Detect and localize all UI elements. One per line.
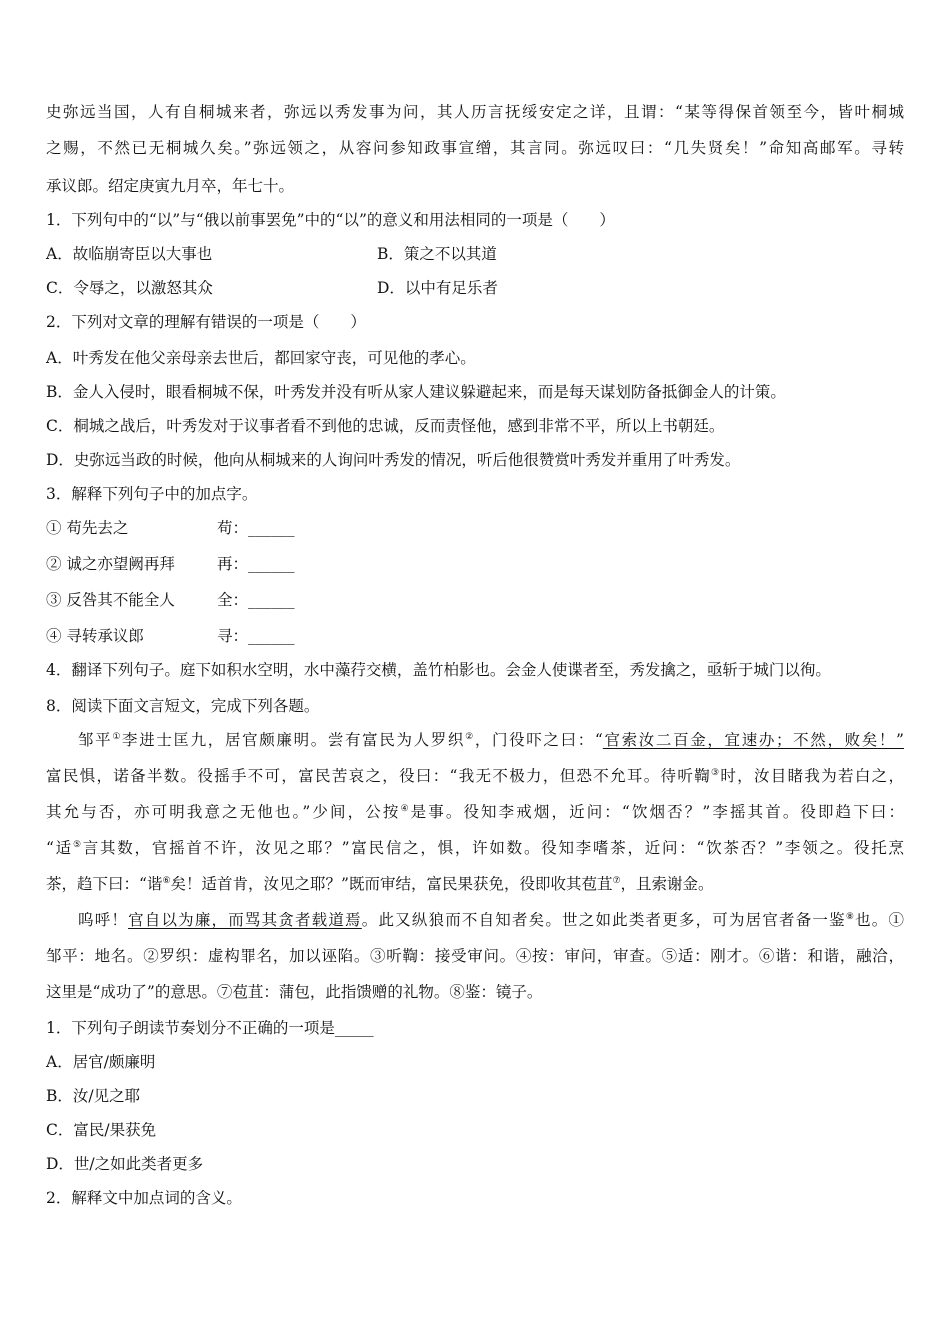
q3-item-4-answer: 寻：______ bbox=[217, 627, 295, 645]
underlined-sentence-2: 官自以为廉，而骂其贪者载道焉 bbox=[128, 911, 362, 929]
q3-item-3-sentence: ③ 反咎其不能全人 bbox=[46, 591, 175, 609]
q2-option-a: A．叶秀发在他父亲母亲去世后，都回家守丧，可见他的孝心。 bbox=[46, 349, 476, 367]
passage-line-2: 之赐，不然已无桐城久矣。”弥远领之，从容问参知政事宣缯，其言同。弥远叹曰：“几失贤矣！”命知高邮军。寻转 bbox=[46, 139, 904, 157]
q8-1-option-c: C．富民/果获免 bbox=[46, 1121, 157, 1139]
q1-option-c: C．令辱之，以激怒其众 bbox=[46, 279, 213, 297]
note-mark-1: ① bbox=[112, 731, 123, 742]
q1-option-d: D．以中有足乐者 bbox=[377, 279, 498, 297]
q4-stem: 4．翻译下列句子。庭下如积水空明，水中藻荇交横，盖竹柏影也。会金人使谍者至，秀发擒之，亟斩于城门以徇。 bbox=[46, 661, 831, 679]
q8-1-stem: 1．下列句子朗读节奏划分不正确的一项是_____ bbox=[46, 1019, 374, 1037]
q1-option-b: B．策之不以其道 bbox=[377, 245, 497, 263]
section8-notes-line-1: 邹平：地名。②罗织：虚构罪名，加以诬陷。③听鞫：接受审问。④按：审问，审查。⑤适：刚才。⑥谐：和谐，融洽， bbox=[46, 947, 904, 965]
section8-p2-line-1: 呜呼！官自以为廉，而骂其贪者载道焉。此又纵狼而不自知者矣。世之如此类者更多，可为居官者备一鉴⑧也。① bbox=[78, 911, 904, 929]
q3-item-2-sentence: ② 诚之亦望阙再拜 bbox=[46, 555, 175, 573]
q3-item-2-answer: 再：______ bbox=[217, 555, 295, 573]
note-mark-4: ④ bbox=[400, 803, 411, 814]
section8-p1-line-2: 富民惧，诺备半数。役摇手不可，富民苦哀之，役曰：“我无不极力，但恐不允耳。待听鞫③时，汝目睹我为若白之， bbox=[46, 767, 904, 785]
q8-2-stem: 2．解释文中加点词的含义。 bbox=[46, 1189, 242, 1207]
section8-p1-line-5: 茶，趋下曰：“谐⑥矣！适首肯，汝见之耶？”既而审结，富民果获免，役即收其苞苴⑦，且索谢金。 bbox=[46, 875, 714, 893]
q3-item-4-sentence: ④ 寻转承议郎 bbox=[46, 627, 144, 645]
section8-title: 8．阅读下面文言短文，完成下列各题。 bbox=[46, 697, 320, 715]
q2-option-c: C．桐城之战后，叶秀发对于议事者看不到他的忠诚，反而责怪他，感到非常不平，所以上书朝廷。 bbox=[46, 417, 725, 435]
note-mark-6: ⑥ bbox=[162, 875, 171, 886]
section8-notes-line-2: 这里是“成功了”的意思。⑦苞苴：蒲包，此指馈赠的礼物。⑧鉴：镜子。 bbox=[46, 983, 543, 1001]
section8-p1-line-1: 邹平①李进士匡九，居官颇廉明。尝有富民为人罗织②，门役吓之曰：“官索汝二百金，宜速办；不然，败矣！” bbox=[78, 731, 904, 749]
passage-line-1: 史弥远当国，人有自桐城来者，弥远以秀发事为问，其人历言抚绥安定之详，且谓：“某等得保首领至今，皆叶桐城 bbox=[46, 103, 904, 121]
q2-stem: 2．下列对文章的理解有错误的一项是（ ） bbox=[46, 313, 366, 331]
q8-1-option-b: B．汝/见之耶 bbox=[46, 1087, 141, 1105]
q3-item-3-answer: 全：______ bbox=[217, 591, 295, 609]
section8-p1-line-3: 其允与否，亦可明我意之无他也。”少间，公按④是事。役知李戒烟，近问：“饮烟否？”李摇其首。役即趋下曰： bbox=[46, 803, 904, 821]
q2-option-d: D．史弥远当政的时候，他向从桐城来的人询问叶秀发的情况，听后他很赞赏叶秀发并重用了叶秀发。 bbox=[46, 451, 741, 469]
q3-item-1-sentence: ① 苟先去之 bbox=[46, 519, 129, 537]
q1-stem: 1．下列句中的“以”与“俄以前事罢免”中的“以”的意义和用法相同的一项是（ ） bbox=[46, 211, 615, 229]
note-mark-7: ⑦ bbox=[612, 875, 621, 886]
note-mark-3: ③ bbox=[710, 767, 721, 778]
q8-1-option-d: D．世/之如此类者更多 bbox=[46, 1155, 204, 1173]
q3-item-1-answer: 苟：______ bbox=[217, 519, 295, 537]
section8-p1-line-4: “适⑤言其数，官摇首不许，汝见之耶？”富民信之，惧，许如数。役知李嗜茶，近问：“饮茶否？”李领之。役托烹 bbox=[46, 839, 904, 857]
q8-1-option-a: A．居官/颇廉明 bbox=[46, 1053, 156, 1071]
note-mark-5: ⑤ bbox=[72, 839, 83, 850]
passage-line-3: 承议郎。绍定庚寅九月卒，年七十。 bbox=[46, 177, 295, 195]
q2-option-b: B．金人入侵时，眼看桐城不保，叶秀发并没有听从家人建议躲避起来，而是每天谋划防备抵御金人的计策。 bbox=[46, 383, 786, 401]
note-mark-2: ② bbox=[465, 731, 475, 742]
q1-option-a: A．故临崩寄臣以大事也 bbox=[46, 245, 213, 263]
q3-stem: 3．解释下列句子中的加点字。 bbox=[46, 485, 258, 503]
note-mark-8: ⑧ bbox=[845, 911, 856, 922]
underlined-sentence-1: 官索汝二百金，宜速办；不然，败矣！” bbox=[602, 731, 904, 749]
